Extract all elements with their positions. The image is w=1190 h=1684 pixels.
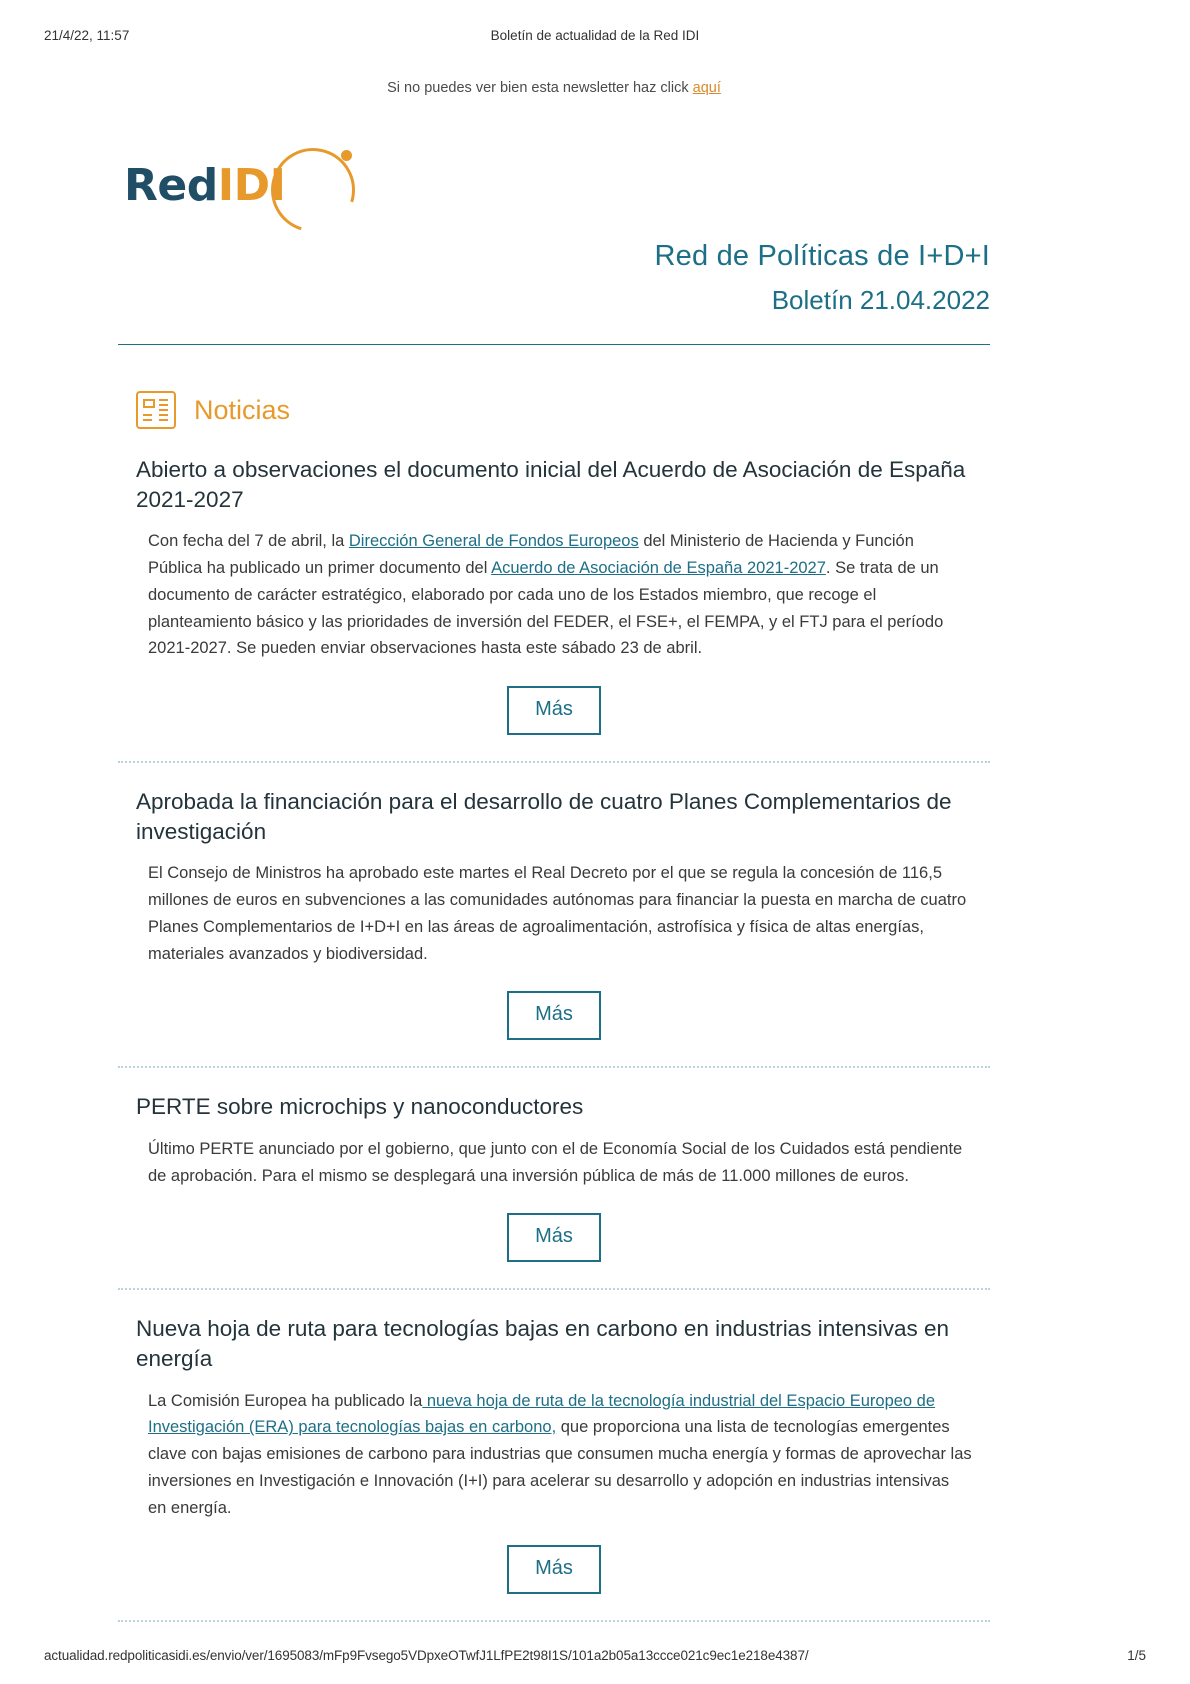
- news-article: [118, 455, 990, 735]
- more-button[interactable]: Más: [507, 1213, 601, 1262]
- article-text: que proporciona una lista de tecnologías emergentes clave con bajas emisiones de carbono para industrias que consumen mucha energía y formas de aprovechar las inversiones en Investigación e Innovación (I+I) para acelerar su desarrollo y adopción en industrias intensivas en energía.: [148, 1418, 972, 1517]
- news-article: [118, 1066, 990, 1262]
- newspaper-icon: [136, 391, 176, 429]
- article-title: PERTE sobre microchips y nanoconductores: [136, 1094, 584, 1120]
- article-body: [148, 1388, 972, 1522]
- webview-notice-text: Si no puedes ver bien esta newsletter haz click: [387, 80, 693, 96]
- logo-wordmark: [124, 160, 285, 211]
- article-title: Nueva hoja de ruta para tecnologías bajas en carbono en industrias intensivas en energía: [136, 1316, 950, 1372]
- article-title: Aprobada la financiación para el desarrollo de cuatro Planes Complementarios de investigación: [136, 788, 952, 844]
- webview-link[interactable]: aquí: [692, 80, 721, 96]
- section-header-noticias: [136, 391, 990, 429]
- article-text: Con fecha del 7 de abril, la: [148, 532, 349, 551]
- more-button[interactable]: Más: [507, 991, 601, 1040]
- more-button[interactable]: Más: [507, 686, 601, 735]
- brand-row: [118, 138, 990, 234]
- logo-text-idi: IDI: [217, 160, 286, 211]
- article-action-row: [136, 991, 972, 1040]
- article-body: Último PERTE anunciado por el gobierno, que junto con el de Economía Social de los Cuidados está pendiente de aprobación. Para el mismo se desplegará una inversión pública de más de 11.000 millones de euros.: [148, 1139, 963, 1185]
- section-title-label: Noticias: [194, 394, 291, 425]
- print-document-title: Boletín de actualidad de la Red IDI: [490, 28, 700, 43]
- print-header: [0, 28, 1190, 43]
- article-text: del Ministerio de Hacienda y Función Pública ha publicado un primer documento del: [148, 532, 914, 578]
- redidi-logo: [118, 138, 358, 234]
- logo-text-red: Red: [124, 160, 218, 211]
- logo-dot-icon: [341, 150, 352, 161]
- article-action-row: [136, 686, 972, 735]
- webview-notice: [118, 80, 990, 96]
- article-title: Abierto a observaciones el documento inicial del Acuerdo de Asociación de España 2021-2027: [136, 457, 966, 512]
- newsletter-body: [118, 72, 990, 1622]
- article-text: . Se trata de un documento de carácter estratégico, elaborado por cada uno de los Estados miembro, que recoge el planteamiento básico y las prioridades de inversión del FEDER, el FSE+, el FEMPA, y el FTJ para el período 2021-2027. Se pueden enviar observaciones hasta este sábado 23 de abril.: [148, 559, 944, 658]
- more-button[interactable]: Más: [507, 1545, 601, 1594]
- print-source-url: actualidad.redpoliticasidi.es/envio/ver/1695083/mFp9Fvsego5VDpxeOTwfJ1LfPE2t98I1S/101a2b05a13ccce021c9ec1e218e4387/: [44, 1648, 809, 1663]
- article-link[interactable]: Acuerdo de Asociación de España 2021-2027: [491, 559, 826, 578]
- news-article: [118, 761, 990, 1040]
- newsletter-issue: Boletín 21.04.2022: [771, 285, 990, 315]
- article-link[interactable]: nueva hoja de ruta de la tecnología industrial del Espacio Europeo de Investigación (ERA) para tecnologías bajas en carbono,: [148, 1391, 936, 1437]
- header-divider: [118, 344, 990, 345]
- article-text: La Comisión Europea ha publicado la: [148, 1391, 423, 1410]
- news-article: [118, 1288, 990, 1622]
- article-link[interactable]: Dirección General de Fondos Europeos: [348, 532, 639, 551]
- print-date: 21/4/22, 11:57: [44, 28, 130, 43]
- article-action-row: [136, 1545, 972, 1594]
- newsletter-title: Red de Políticas de I+D+I: [654, 240, 990, 272]
- newsletter-title-block: [118, 240, 990, 316]
- article-action-row: [136, 1213, 972, 1262]
- print-page-number: 1/5: [1127, 1648, 1146, 1663]
- article-body: El Consejo de Ministros ha aprobado este martes el Real Decreto por el que se regula la concesión de 116,5 millones de euros en subvenciones a las comunidades autónomas para financiar la puesta en marcha de cuatro Planes Complementarios de I+D+I en las áreas de agroalimentación, astrofísica y física de altas energías, materiales avanzados y biodiversidad.: [148, 864, 967, 963]
- article-body: [148, 528, 972, 662]
